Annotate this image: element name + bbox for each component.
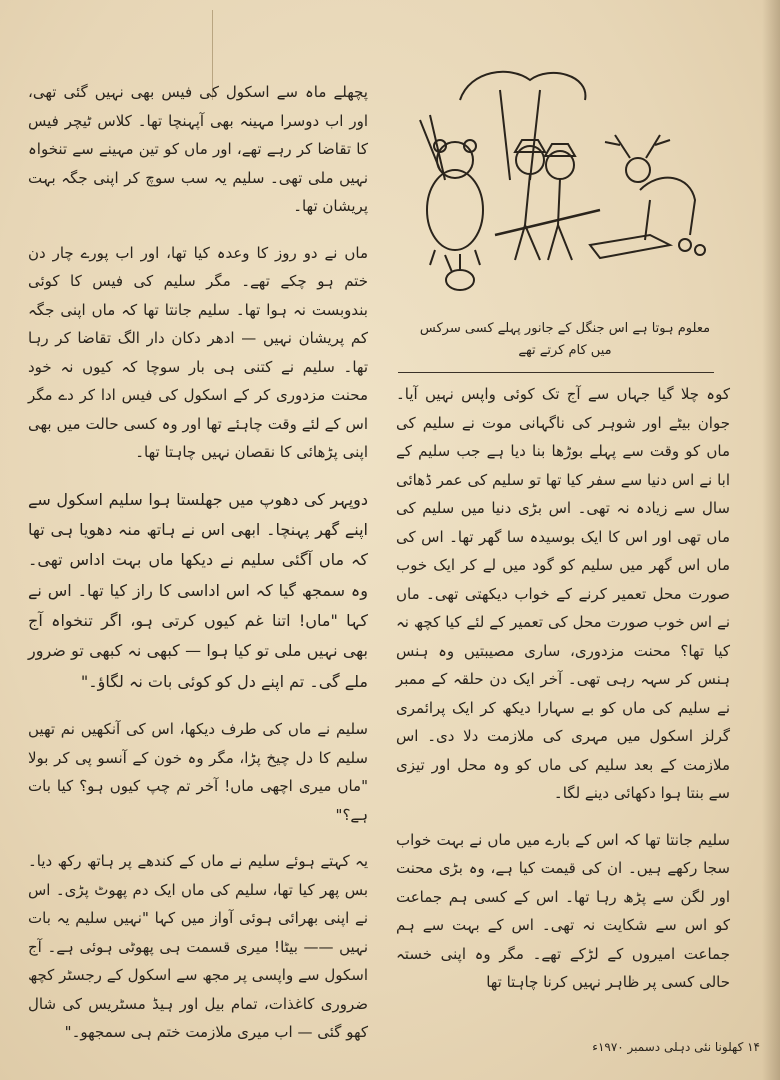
rabbit-icon (445, 254, 474, 290)
paragraph: دوپہر کی دھوپ میں جھلستا ہوا سلیم اسکول سے اپنے گھر پہنچا۔ ابھی اس نے ہاتھ منہ دھویا ہی تھا کہ ماں آگئی سلیم نے دیکھا ماں بہت اداس تھی۔ وہ سمجھ گیا کہ اس اداسی کا راز کیا تھا۔ اس نے کہا "ماں! اتنا غم کیوں کرتی ہو، اگر تنخواہ آج بھی نہیں ملی تو کیا ہوا — کبھی نہ کبھی تو ضرور ملے گی۔ تم اپنے دل کو کوئی بات نہ لگاؤ۔" (28, 489, 368, 691)
paragraph: پچھلے ماہ سے اسکول کی فیس بھی نہیں گئی تھی، اور اب دوسرا مہینہ بھی آپہنچا تھا۔ کلاس ٹیچر فیس کا تقاضا کر رہے تھے، اور ماں کو تین مہینے سے تنخواہ نہیں ملی تھی۔ سلیم یہ سب سوچ کر اپنی جگہ بہت پریشان تھا۔ (28, 83, 368, 215)
page-footer: ۱۴ کھلونا نئی دہلی دسمبر ۱۹۷۰ء (592, 1040, 760, 1054)
deer-icon (605, 135, 695, 240)
right-column (396, 380, 730, 1015)
paragraph: کوہ چلا گیا جہاں سے آج تک کوئی واپس نہیں آیا۔ جوان بیٹے اور شوہر کی ناگہانی موت نے سلیم کی ماں کو وقت سے پہلے بوڑھا بنا دیا ہے جب سلیم کے ابا نے اس دنیا سے سفر کیا تھا تو سلیم کی عمر ڈھائی سال سے زیادہ نہ تھی۔ اس بڑی دنیا میں سلیم کی ماں تھی اور اس کا ایک بوسیدہ سا گھر تھا۔ اس کی ماں اس گھر میں سلیم کو گود میں لے کر ایک خوب صورت محل تعمیر کرنے کے خواب دیکھتی تھی۔ ماں نے اس خوب صورت محل کی تعمیر کے لئے کیا کچھ نہ کیا تھا؟ محنت مزدوری، ساری مصیبتیں وہ ہنس ہنس کر سہہ رہی تھی۔ آخر ایک دن حلقہ کے ممبر نے سلیم کی ماں کو بے سہارا دیکھ کر ایک پرائمری گرلز اسکول میں مہری کی ملازمت دلا دی۔ اس ملازمت کے بعد سلیم کی ماں کو وہ محل اور تیزی سے بنتا ہوا دکھائی دینے لگا۔ (396, 385, 730, 802)
paragraph: ماں نے دو روز کا وعدہ کیا تھا، اور اب پورے چار دن ختم ہو چکے تھے۔ مگر سلیم کی فیس کا کوئی بندوبست نہ ہوا تھا۔ سلیم جانتا تھا کہ ماں اپنی جگہ کم پریشان نہیں — ادھر دکان دار الگ تقاضا کر رہا تھا۔ سلیم نے کتنی ہی بار سوچا کہ کیوں نہ خود محنت مزدوری کر کے اسکول کی فیس ادا کر دے مگر اس کے لئے وقت چاہئے تھا اور وہ کسی حالت میں بھی اپنی پڑھائی کا نقصان نہیں چاہتا تھا۔ (28, 243, 368, 461)
paragraph: سلیم جانتا تھا کہ اس کے بارے میں ماں نے بہت خواب سجا رکھے ہیں۔ ان کی قیمت کیا ہے، وہ بڑی محنت اور لگن سے پڑھ رہا تھا۔ اس کے کسی ہم جماعت کو اس سے شکایت نہ تھی۔ اس کے بہت سے ہم جماعت امیروں کے لڑکے تھے۔ مگر وہ اپنی خستہ حالی کسی پر ظاہر نہیں کرنا چاہتا تھا (396, 830, 730, 991)
left-column (28, 78, 368, 1065)
hunter-icon (515, 140, 575, 260)
tree-icon (420, 72, 585, 180)
rifle-icon (495, 210, 600, 235)
cartoon-illustration (400, 60, 730, 310)
illustration-caption: معلوم ہوتا ہے اس جنگل کے جانور پہلے کسی سرکس میں کام کرتے تھے (419, 321, 711, 359)
paragraph: یہ کہتے ہوئے سلیم نے ماں کے کندھے پر ہاتھ رکھ دیا۔ بس پھر کیا تھا، سلیم کی ماں ایک دم پھوٹ پڑی۔ اس نے اپنی بھرائی ہوئی آواز میں کہا "نہیں سلیم یہ بات نہیں —— بیٹا! میری قسمت ہی پھوٹی ہوئی ہے۔ آج اسکول سے واپسی پر مجھ سے اسکول کے رجسٹر کچھ ضروری کاغذات، تمام بیل اور ہیڈ مسٹریس کی شال کھو گئی — اب میری ملازمت ختم ہی سمجھو۔" (28, 852, 368, 1042)
section-divider (398, 372, 714, 373)
page-edge-shadow (762, 0, 780, 1080)
paragraph: سلیم نے ماں کی طرف دیکھا، اس کی آنکھیں نم تھیں سلیم کا دل چیخ پڑا، مگر وہ خون کے آنسو پی کر بولا "ماں میری اچھی ماں! آخر تم چپ کیوں ہو؟ کیا بات ہے؟" (28, 720, 368, 824)
shrub-icon (590, 235, 705, 258)
